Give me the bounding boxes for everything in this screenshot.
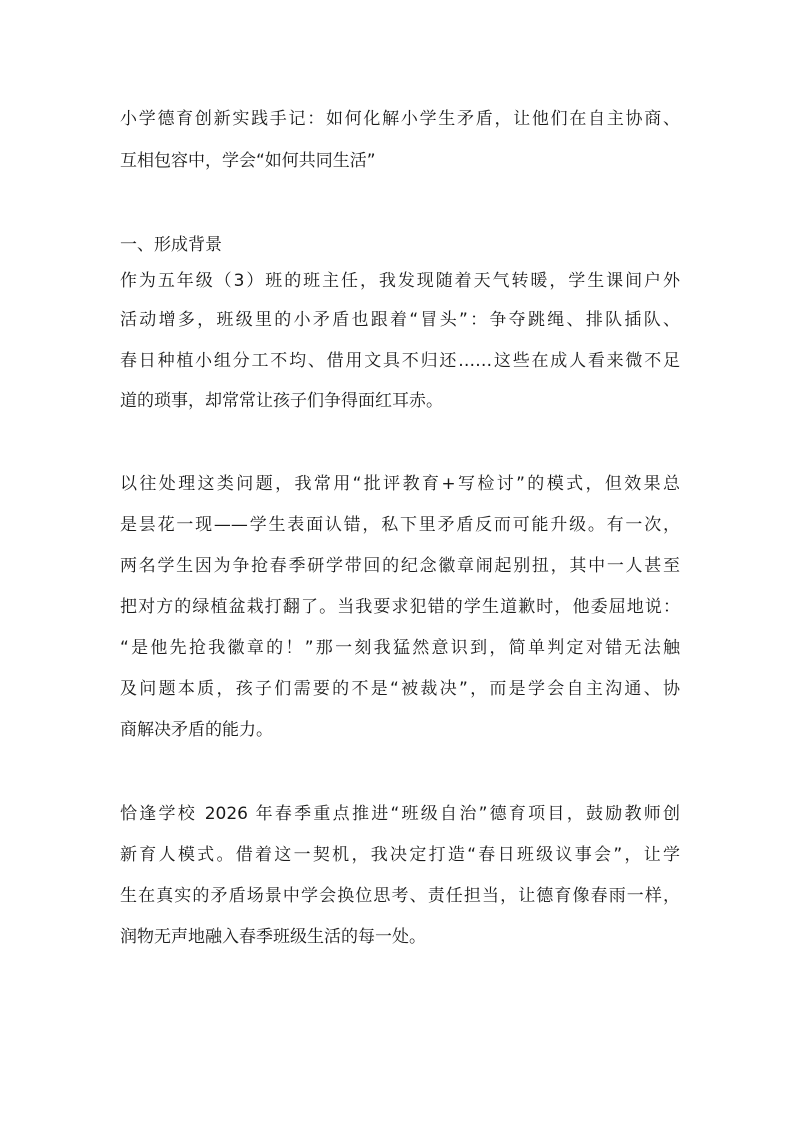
paragraph-2-line-7: 商解决矛盾的能力。 — [120, 720, 273, 740]
paragraph-3-line-2: 新育人模式。借着这一契机，我决定打造“春日班级议事会”，让学 — [120, 845, 680, 865]
paragraph-2-line-4: 把对方的绿植盆栽打翻了。当我要求犯错的学生道歉时，他委屈地说： — [120, 597, 680, 617]
paragraph-1-line-2: 活动增多，班级里的小矛盾也跟着“冒头”：争夺跳绳、排队插队、 — [120, 310, 680, 330]
paragraph-2-line-1: 以往处理这类问题，我常用“批评教育+写检讨”的模式，但效果总 — [120, 474, 680, 494]
title-line-1: 小学德育创新实践手记：如何化解小学生矛盾，让他们在自主协商、 — [120, 109, 680, 129]
paragraph-1-line-4: 道的琐事，却常常让孩子们争得面红耳赤。 — [120, 391, 443, 411]
paragraph-2-line-3: 两名学生因为争抢春季研学带回的纪念徽章闹起别扭，其中一人甚至 — [120, 556, 680, 576]
section-heading: 一、形成背景 — [120, 235, 222, 255]
paragraph-2-line-5: “是他先抢我徽章的！”那一刻我猛然意识到，简单判定对错无法触 — [120, 638, 680, 658]
paragraph-2-line-6: 及问题本质，孩子们需要的不是“被裁决”，而是学会自主沟通、协 — [120, 679, 680, 699]
paragraph-3-line-3: 生在真实的矛盾场景中学会换位思考、责任担当，让德育像春雨一样， — [120, 886, 680, 906]
paragraph-1-line-1: 作为五年级（3）班的班主任，我发现随着天气转暖，学生课间户外 — [120, 271, 680, 291]
paragraph-3-line-1: 恰逢学校 2026 年春季重点推进“班级自治”德育项目，鼓励教师创 — [120, 804, 680, 824]
title-line-2: 互相包容中，学会“如何共同生活” — [120, 151, 376, 171]
paragraph-3-line-4: 润物无声地融入春季班级生活的每一处。 — [120, 927, 426, 947]
paragraph-1-line-3: 春日种植小组分工不均、借用文具不归还……这些在成人看来微不足 — [120, 351, 680, 371]
paragraph-2-line-2: 是昙花一现——学生表面认错，私下里矛盾反而可能升级。有一次， — [120, 515, 680, 535]
